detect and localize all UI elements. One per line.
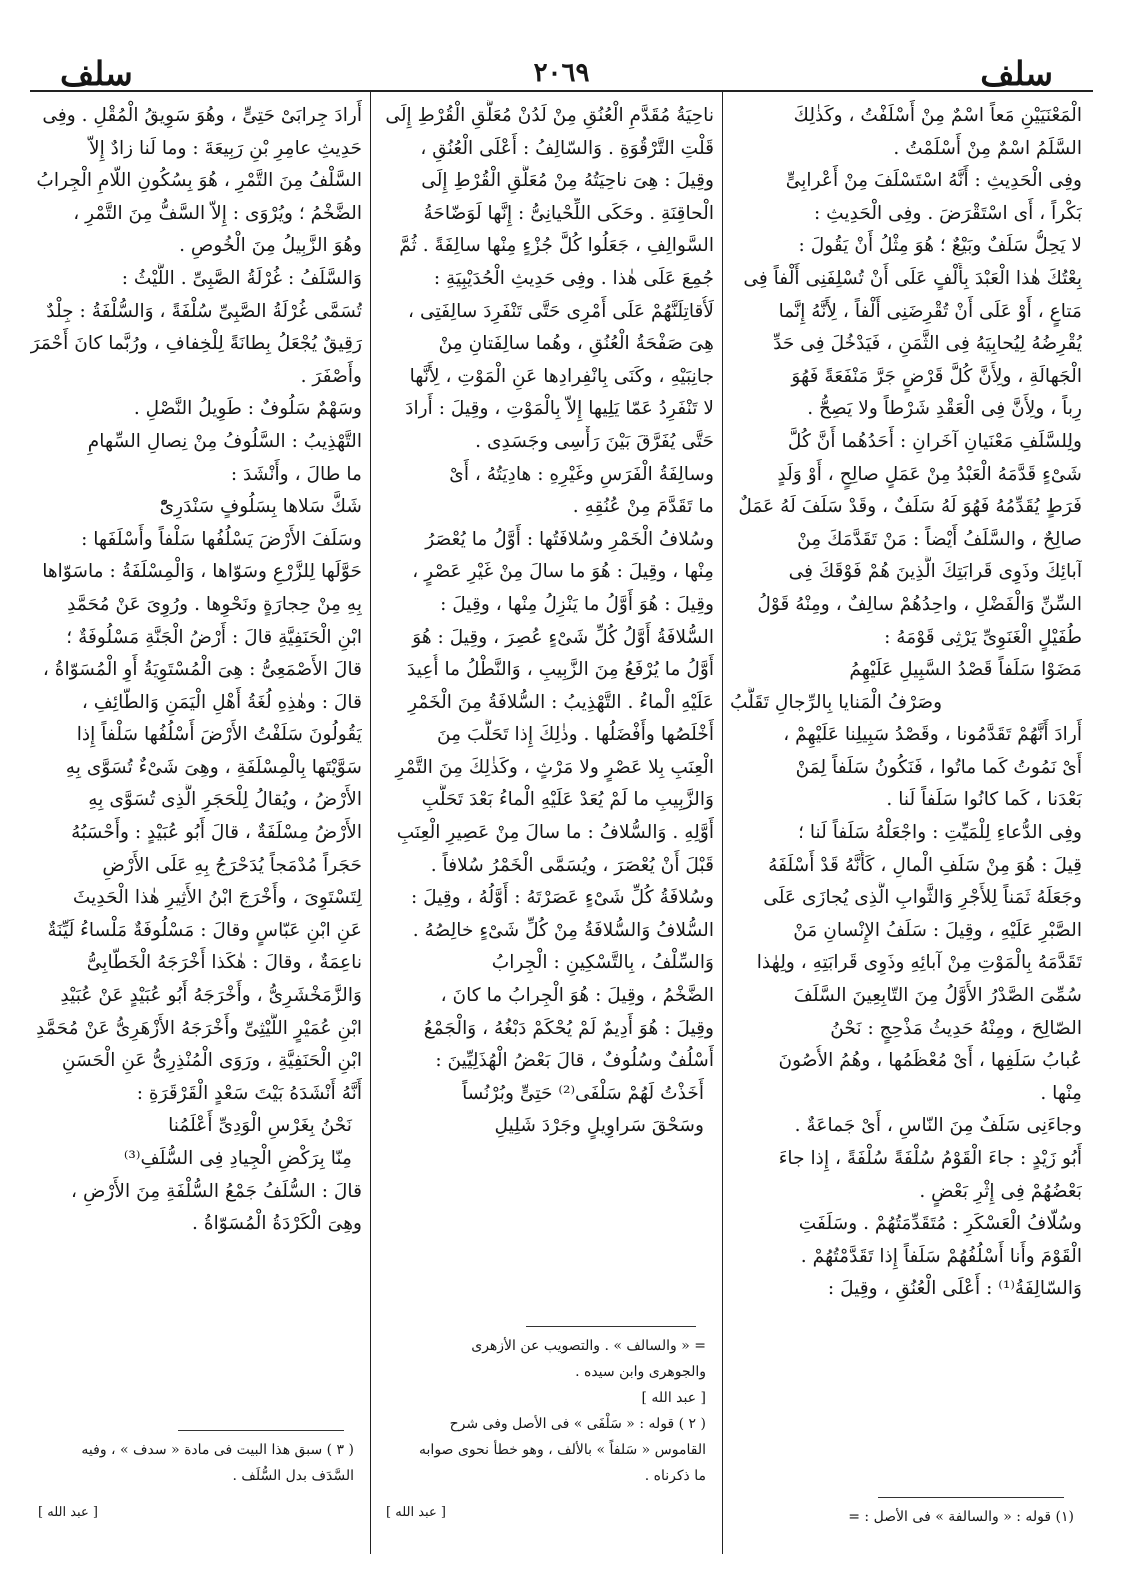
verse-hemistich: أَخَذْتُ لَهُمْ سَلْفَى⁽²⁾ حَتِىٍّ وبُرْنُساً	[462, 1082, 704, 1104]
footnote-line: ( ٢ ) قوله : « سَلْفَى » فى الأصل وفى شرح	[449, 1416, 706, 1433]
verse-line	[378, 1078, 714, 1111]
footnote-line: (١) قوله : « والسالفة » فى الأصل : =	[848, 1509, 1074, 1525]
text-line: وَالزَّمَخْشَرِىُّ ، وأَخْرَجَهُ أَبُو عُبَيْدٍ عَنْ عُبَيْدِ	[60, 985, 362, 1007]
column-divider-left	[370, 92, 371, 1554]
text-line: وقِيلَ : هُوَ أَدِيمٌ لَمْ يُحْكَمْ دَبْغُهُ ، وَالْجَمْعُ	[423, 1017, 714, 1039]
text-line: صالِحٌ ، والسَّلَفُ أَيْضاً : مَنْ تَقَدَّمَكَ مِنْ	[797, 528, 1082, 550]
text-line: الْجَهالَةِ ، ولِأَنَّ كُلَّ قَرْضٍ جَرَّ مَنْفَعَةً فَهُوَ	[791, 365, 1082, 387]
footnote-rule	[878, 1497, 1064, 1498]
verse-hemistich: نَحْنُ بِغَرْسِ الْوَدِىِّ أَعْلَمُنا	[168, 1115, 352, 1137]
text-line: قالَ الأَصْمَعِىُّ : هِىَ الْمُسْتَوِيَةُ أَوِ الْمُسَوّاةُ ،	[42, 659, 362, 681]
page-number: ٢٠٦٩	[533, 58, 590, 88]
text-line: وجَعَلَهُ ثَمَناً لِلأَجْرِ وَالثَّوابِ الَّذِى يُجازَى عَلَى	[763, 887, 1082, 909]
text-line: بِعْتُكَ هٰذا الْعَبْدَ بِأَلْفٍ عَلَى أَنْ تُسْلِفَنِى أَلْفاً فِى	[743, 267, 1082, 289]
text-line: قَبْلَ أَنْ يُعْصَرَ ، ويُسَمَّى الْخَمْرُ سُلافاً .	[430, 854, 714, 876]
column-middle-body	[378, 100, 714, 1143]
column-left	[30, 100, 362, 1530]
text-line: الأَرْضُ مِسْلَفَةٌ ، قالَ أَبُو عُبَيْدٍ : وأَحْسَبُهُ	[71, 822, 362, 844]
column-left-footnotes	[38, 1430, 354, 1530]
footnote-line: ما ذكرناه .	[644, 1468, 706, 1485]
text-line: يَقُولُونَ سَلَفْتُ الأَرْضَ أَسْلُفُها سَلْفاً إِذا	[76, 724, 362, 746]
text-line: ناحِيَةُ مُقَدَّمِ الْعُنُقِ مِنْ لَدُنْ مُعَلَّقِ الْقُرْطِ إِلَى	[385, 105, 714, 126]
text-line: الْقَوْمَ وأَنا أَسْلُفُهُمْ سَلَفاً إِذا تَقَدَّمْتُهُمْ .	[800, 1245, 1082, 1267]
text-line: أَخْلَصُها وأَفْضَلُها . وذٰلِكَ إِذا تَحَلَّبَ مِنَ	[436, 724, 714, 746]
text-line: بِهِ مِنْ حِجارَةٍ ونَحْوِها . ورُوِىَ عَنْ مُحَمَّدِ	[67, 593, 362, 615]
text-line: السَّلْفُ مِنَ التَّمْرِ ، هُوَ بِسُكُونِ اللّامِ الْجِرابُ	[36, 170, 362, 192]
text-line: أَسْلُفٌ وسُلُوفٌ ، قالَ بَعْضُ الْهُذَلِيِّينَ :	[435, 1050, 714, 1072]
editor-signature: [ عبد الله ]	[386, 1505, 446, 1521]
text-line: بَعْضُهُمْ فِى إِثْرِ بَعْضٍ .	[919, 1180, 1082, 1202]
text-line: ما تَقَدَّمَ مِنْ عُنُقِهِ .	[572, 496, 714, 518]
text-line: وَالسَّلَفُ : غُرْلَةُ الصَّبِىِّ . اللَّيْثُ :	[121, 267, 362, 289]
text-line: الْعِنَبِ بِلا عَصْرٍ ولا مَرْثٍ ، وكَذٰلِكَ مِنَ التَّمْرِ	[395, 756, 714, 778]
column-left-body	[30, 100, 362, 1241]
footnote-line: [ عبد الله ]	[641, 1390, 706, 1407]
running-head-right: سلف	[980, 54, 1053, 93]
text-line: وَالزَّبِيبِ ما لَمْ يُعَدْ عَلَيْهِ الْماءُ بَعْدَ تَحَلُّبِ	[421, 789, 714, 811]
text-line: الضَّخْمُ ، وقِيلَ : هُوَ الْجِرابُ ما كانَ ،	[440, 985, 714, 1007]
text-line: السَّوالِفِ ، جَعَلُوا كُلَّ جُزْءٍ مِنْها سالِفَةً . ثُمَّ	[399, 235, 714, 257]
text-line: لِتَسْتَوِىَ ، وأَخْرَجَ ابْنُ الأَثِيرِ هٰذا الْحَدِيثَ	[72, 887, 362, 909]
text-line: وَالسّالِفَةُ⁽¹⁾ : أَعْلَى الْعُنُقِ ، وقِيلَ :	[827, 1278, 1082, 1300]
text-line: وَالسِّلْفُ ، بِالتَّسْكِينِ : الْجِرابُ	[491, 952, 714, 974]
text-line: التَّهْذِيبُ : السَّلُوفُ مِنْ نِصالِ السِّهامِ	[87, 430, 362, 452]
text-line: الأَرْضُ ، ويُقالُ لِلْحَجَرِ الَّذِى تُسَوَّى بِهِ	[88, 789, 362, 811]
text-line: وهِىَ الْكَرْدَةُ الْمُسَوّاةُ .	[192, 1213, 362, 1235]
text-line: أَوَّلُ ما يُرْفَعُ مِنَ الزَّبِيبِ ، وَالنَّطْلُ ما أُعِيدَ	[406, 659, 714, 681]
text-line: بَكْراً ، أَى اسْتَقْرَضَ . وفِى الْحَدِيثِ :	[813, 202, 1082, 224]
text-line: حَوَّلَها لِلزَّرْعِ وسَوّاها ، وَالْمِسْلَفَةُ : ماسَوّاها	[42, 561, 362, 583]
text-line: وفِى الدُّعاءِ لِلْمَيِّتِ : واجْعَلْهُ سَلَفاً لَنا ؛	[798, 822, 1082, 844]
text-line: أَرادَ جِرابَىْ حَتِىٍّ ، وهُوَ سَوِيقُ الْمُقْلِ . وفِى	[42, 105, 362, 126]
text-line: وسَلَفَ الأَرْضَ يَسْلُفُها سَلْفاً وأَسْلَفَها :	[81, 528, 362, 550]
text-line: الصَّبْرِ عَلَيْهِ ، وقِيلَ : سَلَفُ الإِنْسانِ مَنْ	[793, 919, 1082, 941]
text-line: رَقِيقٌ يُجْعَلُ بِطانَةً لِلْخِفافِ ، ورُبَّما كانَ أَحْمَرَ	[30, 333, 362, 355]
text-line: لَأُقاتِلَنَّهُمْ عَلَى أَمْرِى حَتَّى تَنْفَرِدَ سالِفَتِى ،	[408, 300, 714, 322]
footnote-line: = « والسالف » . والتصويب عن الأزهرى	[471, 1338, 706, 1355]
verse-line: وصَرْفُ الْمَنايا بِالرِّجالِ تَقَلَّبُ	[730, 691, 943, 713]
footnote-line: والجوهرى وابن سيده .	[575, 1364, 706, 1381]
text-line: قالَ : وهٰذِهِ لُغَةُ أَهْلِ الْيَمَنِ وَالطّائِفِ ،	[81, 691, 362, 713]
text-line: قالَ : السُّلَفُ جَمْعُ السُّلْفَةِ مِنَ الأَرْضِ ،	[71, 1180, 362, 1202]
text-line: طُفَيْلٍ الْغَنَوِىِّ يَرْثِى قَوْمَهُ :	[884, 626, 1082, 648]
text-line: الصّالِحَ ، ومِنْهُ حَدِيثُ مَذْحِجٍ : نَحْنُ	[830, 1017, 1082, 1039]
text-line: أَوَّلِهِ . وَالسُّلافُ : ما سالَ مِنْ عَصِيرِ الْعِنَبِ	[396, 822, 714, 844]
text-line: لا يَحِلُّ سَلَفٌ وبَيْعٌ ؛ هُوَ مِثْلُ أَنْ يَقُولَ :	[798, 235, 1082, 257]
verse-line: مَضَوْا سَلَفاً قَصْدُ السَّبِيلِ عَلَيْهِمُ	[849, 659, 1082, 681]
text-line: وسُلافُ الْخَمْرِ وسُلافَتُها : أَوَّلُ ما يُعْصَرُ	[425, 528, 714, 550]
text-line: وجاءَنِى سَلَفٌ مِنَ النّاسِ ، أَىْ جَماعَةٌ .	[794, 1115, 1082, 1137]
verse-hemistich: وسَحْقَ سَراوِيلٍ وجَرْدَ شَلِيلِ	[494, 1115, 704, 1137]
header-rule	[30, 90, 1093, 92]
column-middle-footnotes	[386, 1326, 706, 1530]
text-line: ابْنِ عُمَيْرٍ اللَّيْثِىِّ وأَخْرَجَهُ الأَزْهَرِىُّ عَنْ مُحَمَّدِ	[36, 1017, 362, 1039]
column-right-body	[730, 100, 1082, 1306]
text-line: وسُلّافُ الْعَسْكَرِ : مُتَقَدِّمَتُهُمْ . وسَلَفَتِ	[798, 1213, 1082, 1235]
text-line: سَوَّيْتَها بِالْمِسْلَفَةِ ، وهِىَ شَىْءٌ تُسَوَّى بِهِ	[65, 756, 362, 778]
footnote-rule	[178, 1430, 344, 1431]
text-line: الْمَعْنَيَيْنِ مَعاً اسْمٌ مِنْ أَسْلَفْتُ ، وكَذٰلِكَ	[793, 105, 1082, 126]
verse-line	[30, 1143, 362, 1176]
text-line: مِنْها .	[1040, 1082, 1082, 1104]
text-line: وسالِفَةُ الْفَرَسِ وغَيْرِهِ : هادِيَتُهُ ، أَىْ	[449, 463, 714, 485]
column-right	[730, 100, 1082, 1530]
text-line: وقِيلَ : هِىَ ناحِيَتُهُ مِنْ مُعَلَّقِ الْقُرْطِ إِلَى	[421, 170, 714, 192]
text-line: السِّنِّ وَالْفَضْلِ ، واحِدُهُمْ سالِفٌ ، ومِنْهُ قَوْلُ	[757, 593, 1082, 615]
column-middle	[378, 100, 714, 1530]
text-line: أَنَّهُ أَنْشَدَهُ بَيْتَ سَعْدٍ الْقَرْقَرَةِ :	[136, 1082, 362, 1104]
verse-line	[378, 1110, 714, 1143]
text-line: تُسَمَّى غُرْلَةُ الصَّبِىِّ سُلْفَةً ، وَالسُّلْفَةُ : جِلْدٌ	[46, 300, 362, 322]
text-line: قَلْتِ التَّرْقُوَةِ . وَالسّالِفُ : أَعْلَى الْعُنُقِ ،	[420, 137, 714, 159]
text-line: قِيلَ : هُوَ مِنْ سَلَفِ الْمالِ ، كَأَنَّهُ قَدْ أَسْلَفَهُ	[768, 854, 1082, 876]
text-line: وأَصْفَرَ .	[300, 365, 362, 387]
text-line: السَّلَمُ اسْمٌ مِنْ أَسْلَمْتُ .	[893, 137, 1082, 159]
column-right-footnotes	[738, 1497, 1074, 1530]
text-line: الْحاقِنَةِ . وحَكَى اللِّحْيانِىُّ : إِنَّها لَوَضّاحَةُ	[423, 202, 714, 224]
text-line: وفِى الْحَدِيثِ : أَنَّهُ اسْتَسْلَفَ مِنْ أَعْرابِىٍّ	[785, 170, 1082, 192]
text-line: عَنِ ابْنِ عَبّاسٍ وقالَ : مَسْلُوفَةٌ مَلْساءُ لَيِّنَةٌ	[47, 919, 362, 941]
text-line: هِىَ صَفْحَةُ الْعُنُقِ ، وهُما سالِفَتانِ مِنْ	[438, 333, 714, 355]
text-line: شَىْءٍ قَدَّمَهُ الْعَبْدُ مِنْ عَمَلٍ صالِحٍ ، أَوْ وَلَدٍ	[777, 463, 1082, 485]
text-line: أَبُو زَيْدٍ : جاءَ الْقَوْمُ سُلْفَةً سُلْفَةً ، إِذا جاءَ	[778, 1148, 1082, 1169]
text-line: أَرادَ أَنَّهُمْ تَقَدَّمُونا ، وقَصْدُ سَبِيلِنا عَلَيْهِمْ ،	[783, 724, 1082, 746]
footnote-line: السَّدَف بدل السُّلَف .	[232, 1468, 354, 1485]
text-line: السُّلافَةُ أَوَّلُ كُلِّ شَىْءٍ عُصِرَ ، وقِيلَ : هُوَ	[412, 626, 714, 648]
column-divider-right	[722, 92, 723, 1554]
text-line: عَلَيْهِ الْماءُ . التَّهْذِيبُ : السُّلافَةُ مِنَ الْخَمْرِ	[408, 691, 714, 713]
text-line: ولِلسَّلَفِ مَعْنَيانِ آخَرانِ : أَحَدُهُما أَنَّ كُلَّ	[787, 430, 1082, 452]
text-line: ابْنِ الْحَنَفِيَّةِ ، ورَوَى الْمُنْذِرِىُّ عَنِ الْحَسَنِ	[61, 1050, 362, 1072]
text-line: مِنْها ، وقِيلَ : هُوَ ما سالَ مِنْ غَيْرِ عَصْرٍ ،	[412, 561, 714, 583]
text-line: حَتَّى يُفَرَّقَ بَيْنَ رَأْسِى وجَسَدِى .	[475, 430, 714, 452]
text-line: السُّلافُ وَالسُّلافَةُ مِنْ كُلِّ شَىْءٍ خالِصُهُ .	[412, 919, 714, 941]
footnote-lines	[38, 1437, 354, 1489]
text-line: وسُلافَةُ كُلِّ شَىْءٍ عَصَرْتَهُ : أَوَّلُهُ ، وقِيلَ :	[410, 887, 714, 909]
text-line: وسَهْمٌ سَلُوفٌ : طَوِيلُ النَّصْلِ .	[133, 398, 362, 420]
text-line: جانِبَيْهِ ، وكَنَى بِانْفِرادِها عَنِ الْمَوْتِ ، لِأَنَّها	[409, 365, 714, 387]
text-line: وهُوَ الزَّبِيلُ مِنَ الْخُوصِ .	[179, 235, 362, 257]
text-line: جُمِعَ عَلَى هٰذا . وفِى حَدِيثِ الْحُدَيْبِيَةِ :	[433, 267, 714, 289]
text-line: حَجَراً مُدْمَجاً يُدَحْرَجُ بِهِ عَلَى الأَرْضِ	[102, 854, 362, 876]
text-line: أَىْ نَمُوتُ كَما ماتُوا ، فَنَكُونُ سَلَفاً لِمَنْ	[795, 756, 1082, 778]
text-line: تَقَدَّمَهُ بِالْمَوْتِ مِنْ آبائِهِ وذَوِى قَرابَتِهِ ، ولِهٰذا	[756, 952, 1082, 974]
footnote-rule	[526, 1326, 696, 1327]
text-line: فَرَطٍ يُقَدِّمُهُ فَهُوَ لَهُ سَلَفٌ ، وقَدْ سَلَفَ لَهُ عَمَلٌ	[738, 496, 1082, 518]
footnote-line: القاموس « سَلفاً » بالألف ، وهو خطأ نحوى صوابه	[419, 1442, 706, 1459]
footnote-lines	[386, 1333, 706, 1489]
text-line: شَكَّ سَلاها بِسَلُوفٍ سَنْدَرِىّْ	[159, 496, 362, 518]
text-line: الضَّخْمُ ؛ ويُرْوَى : إِلاّ السَّفُّ مِنَ التَّمْرِ ،	[73, 202, 362, 224]
text-line: بَعْدَنا ، كَما كانُوا سَلَفاً لَنا .	[886, 789, 1082, 811]
text-line: عُبابُ سَلَفِها ، أَىْ مُعْظَمُها ، وهُمُ الأُصُونَ	[778, 1050, 1082, 1072]
verse-hemistich: مِنّا بِرَكْضِ الْجِيادِ فِى السُّلَفِ⁽³⁾	[123, 1148, 352, 1169]
text-line: ابْنِ الْحَنَفِيَّةِ قالَ : أَرْضُ الْجَنَّةِ مَسْلُوفَةٌ ؛	[66, 626, 362, 648]
text-line: حَدِيثِ عامِرِ بْنِ رَبِيعَةَ : وما لَنا زادٌ إِلاّ	[89, 137, 362, 159]
verse-line	[30, 1110, 362, 1143]
text-line: آبائِكَ وذَوِى قَرابَتِكَ الَّذِينَ هُمْ فَوْقَكَ فِى	[788, 561, 1082, 583]
text-line: لا تَنْفَرِدُ عَمّا يَلِيها إِلاّ بِالْمَوْتِ ، وقِيلَ : أَرادَ	[405, 398, 714, 420]
text-line: رِباً ، ولِأَنَّ فِى الْعَقْدِ شَرْطاً ولا يَصِحُّ .	[807, 398, 1082, 420]
text-line: يُقْرِضُهُ لِيُحابِيَهُ فِى الثَّمَنِ ، فَيَدْخُلَ فِى حَدِّ	[773, 333, 1082, 355]
text-line: مَتاعٍ ، أَوْ عَلَى أَنْ تُقْرِضَنِى أَلْفاً ، لِأَنَّهُ إِنَّما	[778, 300, 1082, 322]
text-line: ناعِمَةٌ ، وقالَ : هٰكَذا أَخْرَجَهُ الْخَطّابِىُّ	[86, 952, 362, 974]
running-head-left: سلف	[60, 54, 133, 93]
text-line: وقِيلَ : هُوَ أَوَّلُ ما يَنْزِلُ مِنْها ، وقِيلَ :	[440, 593, 714, 615]
editor-signature: [ عبد الله ]	[38, 1505, 98, 1521]
footnote-line: ( ٣ ) سبق هذا البيت فى مادة « سدف » ، وفيه	[81, 1442, 354, 1459]
text-line: سُمِّىَ الصَّدْرُ الأَوَّلُ مِنَ التّابِعِينَ السَّلَفَ	[793, 985, 1082, 1007]
text-line: ما طالَ ، وأَنْشَدَ :	[230, 463, 362, 485]
